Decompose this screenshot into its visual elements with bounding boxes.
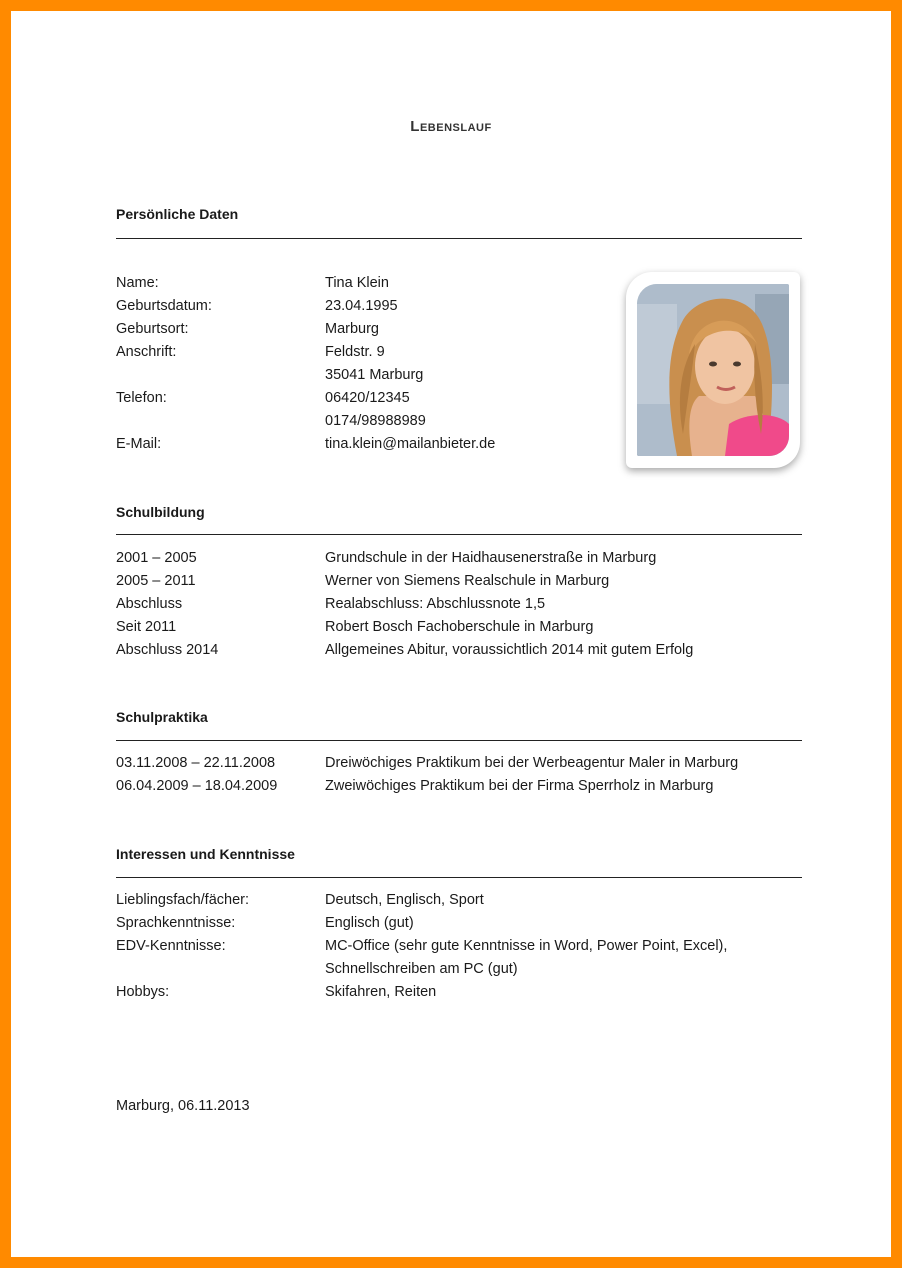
row-label: Geburtsort: xyxy=(116,321,189,337)
row-label: Sprachkenntnisse: xyxy=(116,915,236,931)
school-row xyxy=(116,547,802,570)
school-row xyxy=(116,570,802,593)
internship-row xyxy=(116,775,802,798)
section-divider xyxy=(116,534,802,535)
row-value: Zweiwöchiges Praktikum bei der Firma Sperrholz in Marburg xyxy=(325,778,714,794)
internship-row xyxy=(116,752,802,775)
row-label: Lieblingsfach/fächer: xyxy=(116,892,249,908)
section-heading-interests: Interessen und Kenntnisse xyxy=(116,846,295,862)
row-label: E-Mail: xyxy=(116,436,162,452)
interest-row xyxy=(116,889,802,912)
school-row xyxy=(116,616,802,639)
row-value: Marburg xyxy=(325,321,379,337)
row-label: 06.04.2009 – 18.04.2009 xyxy=(116,778,278,794)
portrait-image xyxy=(637,284,789,456)
row-value: Skifahren, Reiten xyxy=(325,984,437,1000)
profile-photo xyxy=(637,284,789,456)
row-value: Schnellschreiben am PC (gut) xyxy=(325,961,518,977)
section-divider xyxy=(116,740,802,741)
row-value: 0174/98988989 xyxy=(325,413,426,429)
row-label: Geburtsdatum: xyxy=(116,298,212,314)
document-title xyxy=(0,118,902,135)
row-label: EDV-Kenntnisse: xyxy=(116,938,226,954)
row-label: Abschluss 2014 xyxy=(116,642,219,658)
row-label: Abschluss xyxy=(116,596,183,612)
row-value: Grundschule in der Haidhausenerstraße in Marburg xyxy=(325,550,657,566)
row-label: 03.11.2008 – 22.11.2008 xyxy=(116,755,276,771)
place-date xyxy=(116,1095,802,1118)
place-date-text: Marburg, 06.11.2013 xyxy=(116,1098,250,1114)
section-heading-internships: Schulpraktika xyxy=(116,709,208,725)
row-value: Deutsch, Englisch, Sport xyxy=(325,892,484,908)
row-label: Seit 2011 xyxy=(116,619,177,635)
email-value: tina.klein@mailanbieter.de xyxy=(325,436,496,452)
row-value: 06420/12345 xyxy=(325,390,410,406)
section-divider xyxy=(116,238,802,239)
interest-row xyxy=(116,935,802,958)
row-value: Tina Klein xyxy=(325,275,389,291)
section-divider xyxy=(116,877,802,878)
row-value: Allgemeines Abitur, voraussichtlich 2014 mit gutem Erfolg xyxy=(325,642,694,658)
profile-photo-frame xyxy=(626,272,800,468)
row-value: MC-Office (sehr gute Kenntnisse in Word, Power Point, Excel), xyxy=(325,938,728,954)
row-value: Realabschluss: Abschlussnote 1,5 xyxy=(325,596,546,612)
row-label: 2001 – 2005 xyxy=(116,550,197,566)
row-label: Name: xyxy=(116,275,159,291)
row-label: Hobbys: xyxy=(116,984,170,1000)
row-label: 2005 – 2011 xyxy=(116,573,196,589)
school-row xyxy=(116,639,802,662)
section-heading-school: Schulbildung xyxy=(116,504,205,520)
row-label: Telefon: xyxy=(116,390,167,406)
row-value: Feldstr. 9 xyxy=(325,344,385,360)
title-initial: L xyxy=(410,118,420,135)
interest-row xyxy=(116,958,802,981)
school-row xyxy=(116,593,802,616)
row-value: Werner von Siemens Realschule in Marburg xyxy=(325,573,610,589)
interest-row xyxy=(116,981,802,1004)
interest-row xyxy=(116,912,802,935)
row-value: Englisch (gut) xyxy=(325,915,414,931)
row-value: 35041 Marburg xyxy=(325,367,424,383)
title-rest: EBENSLAUF xyxy=(419,122,492,134)
row-label: Anschrift: xyxy=(116,344,177,360)
section-heading-personal: Persönliche Daten xyxy=(116,206,239,222)
row-value: 23.04.1995 xyxy=(325,298,398,314)
row-value: Dreiwöchiges Praktikum bei der Werbeagentur Maler in Marburg xyxy=(325,755,739,771)
row-value: Robert Bosch Fachoberschule in Marburg xyxy=(325,619,594,635)
